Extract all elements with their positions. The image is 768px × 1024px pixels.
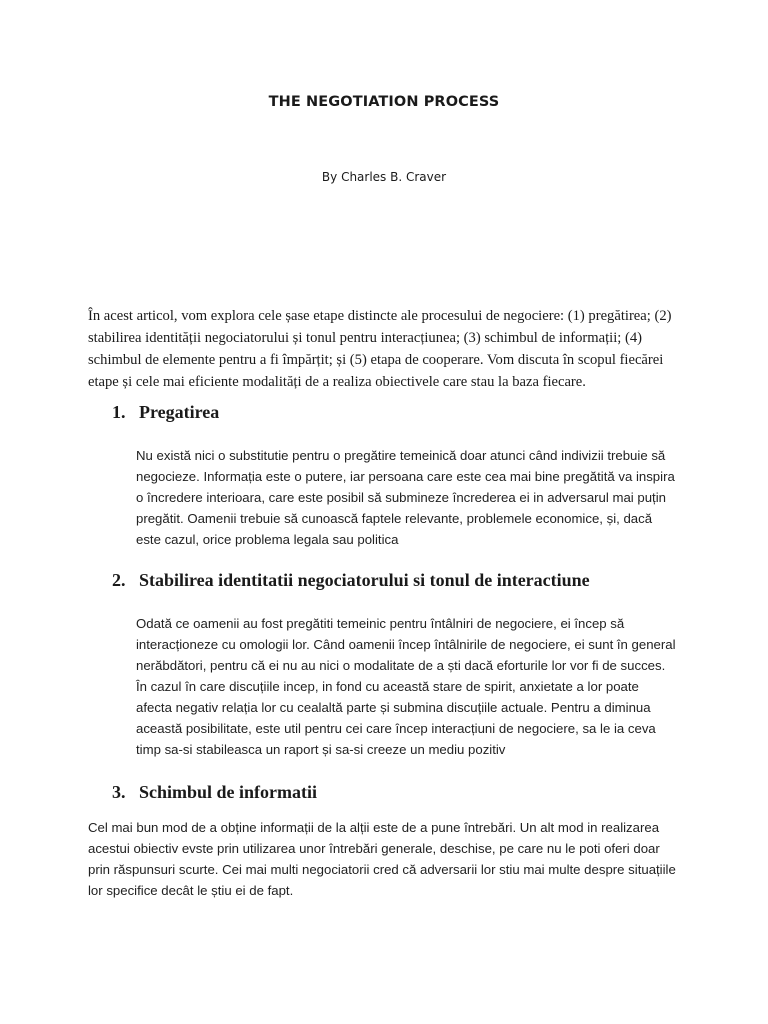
section-1-title: Pregatirea — [139, 402, 220, 422]
section-1-number: 1. — [112, 402, 126, 422]
section-1-heading — [112, 402, 219, 423]
section-3-number: 3. — [112, 782, 126, 802]
section-2-heading — [112, 570, 590, 591]
section-3-text: Cel mai bun mod de a obține informații de la alții este de a pune întrebări. Un alt mod in realizarea acestui obiectiv evste prin utilizarea unor întrebări generale, deschise, pe care nu le poti oferi doar prin răspunsuri scurte. Cei mai multi negociatorii cred că adversarii lor stiu mai multe despre situațiile lor specifice decât le știu ei de fapt. — [88, 820, 676, 898]
section-3-heading — [112, 782, 317, 803]
section-1-text: Nu există nici o substitutie pentru o pregătire temeinică doar atunci când indivizii trebuie să negocieze. Informația este o putere, iar persoana care este cea mai bine pregătită va inspira o încredere interioara, care este posibil să submineze încrederea ei in adversarul mai puțin pregătit. Oamenii trebuie să cunoască faptele relevante, problemele economice, și, dacă este cazul, orice problema legala sau politica — [136, 448, 675, 547]
section-2-number: 2. — [112, 570, 126, 590]
document-author: By Charles B. Craver — [321, 170, 447, 184]
section-2-text: Odată ce oamenii au fost pregătiti temeinic pentru întâlniri de negociere, ei încep să interacționeze cu omologii lor. Când oamenii încep întâlnirile de negociere, ei sunt în general nerăbdători, pentru că ei nu au nici o modalitate de a ști dacă eforturile lor vor fi de succes. În cazul în care discuțiile incep, in fond cu această stare de spirit, anxietate a lor poate afecta negativ relația lor cu cealaltă parte și submina discuțiile actuale. Pentru a diminua această posibilitate, este util pentru cei care încep interacțiuni de negociere, sa le ia ceva timp sa-si stabileasca un raport și sa-si creeze un mediu pozitiv — [136, 616, 676, 757]
intro-paragraph: În acest articol, vom explora cele șase etape distincte ale procesului de negociere: (1) pregătirea; (2) stabilirea identității negociatorului și tonul pentru interacțiunea; (3) schimbul de informații; (4) schimbul de elemente pentru a fi împărțit; și (5) etapa de cooperare. Vom discuta în scopul fiecărei etape și cele mai eficiente modalități de a realiza obiectivele care stau la baza fiecare. — [88, 308, 672, 390]
section-2-title: Stabilirea identitatii negociatorului si tonul de interactiune — [139, 570, 590, 590]
document-title: THE NEGOTIATION PROCESS — [268, 94, 500, 110]
section-3-title: Schimbul de informatii — [139, 782, 318, 802]
